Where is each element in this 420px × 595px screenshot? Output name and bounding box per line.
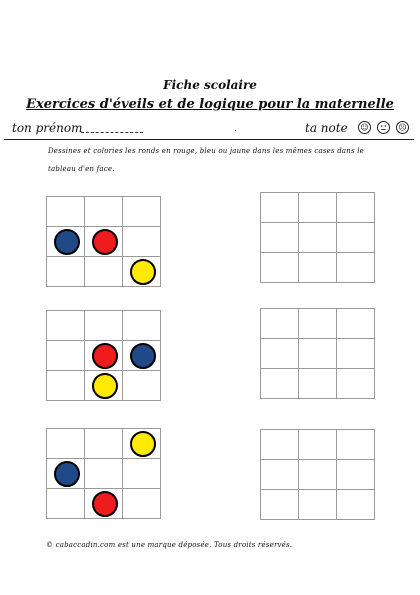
grid-cell[interactable]	[299, 369, 337, 399]
answer-grid-2[interactable]	[260, 308, 375, 399]
yellow-circle	[130, 259, 156, 285]
grid-cell[interactable]	[337, 223, 375, 253]
grid-cell[interactable]	[299, 339, 337, 369]
grid-cell[interactable]	[337, 253, 375, 283]
grid-cell[interactable]	[261, 253, 299, 283]
grid-cell[interactable]	[299, 223, 337, 253]
grid-cell[interactable]	[337, 369, 375, 399]
grid-cell[interactable]	[299, 460, 337, 490]
grid-cell	[47, 489, 85, 519]
grid-cell[interactable]	[261, 369, 299, 399]
grid-cell[interactable]	[337, 430, 375, 460]
grid-cell	[85, 197, 123, 227]
grade-label: ta note	[305, 121, 348, 135]
grid-cell	[123, 227, 161, 257]
blue-circle	[54, 461, 80, 487]
grid-cell	[123, 341, 161, 371]
grid-cell	[47, 227, 85, 257]
grid-cell	[47, 371, 85, 401]
yellow-circle	[130, 431, 156, 457]
grid-cell	[47, 459, 85, 489]
grid-cell[interactable]	[261, 309, 299, 339]
grid-cell[interactable]	[299, 193, 337, 223]
separator-dot: .	[234, 124, 237, 134]
grid-cell	[85, 257, 123, 287]
worksheet-subtitle: Exercices d'éveils et de logique pour la maternelle	[26, 97, 394, 112]
blue-circle	[54, 229, 80, 255]
name-label: ton prénom	[12, 121, 83, 135]
copyright-footer: © cabaccadin.com est une marque déposée. Tous droits réservés.	[46, 541, 293, 549]
model-grid-1	[46, 196, 161, 287]
grid-cell[interactable]	[337, 490, 375, 520]
grid-cell	[85, 429, 123, 459]
header-divider	[4, 139, 414, 140]
grid-cell	[123, 311, 161, 341]
red-circle	[92, 491, 118, 517]
grid-cell	[85, 227, 123, 257]
grid-cell	[123, 197, 161, 227]
grid-cell	[47, 341, 85, 371]
grid-cell	[47, 257, 85, 287]
instructions-text: Dessines et colories les ronds en rouge, bleu ou jaune dans les mêmes cases dans le tableau d'en face.	[48, 147, 364, 173]
grid-cell	[47, 429, 85, 459]
answer-grid-3[interactable]	[260, 429, 375, 520]
grid-cell	[123, 371, 161, 401]
grid-cell[interactable]	[337, 309, 375, 339]
grid-cell	[123, 429, 161, 459]
grid-cell[interactable]	[299, 309, 337, 339]
grid-cell	[123, 257, 161, 287]
name-blank-line	[81, 132, 143, 133]
blue-circle	[130, 343, 156, 369]
grid-cell[interactable]	[261, 430, 299, 460]
worksheet-title: Fiche scolaire	[163, 78, 257, 92]
grid-cell	[47, 197, 85, 227]
grid-cell[interactable]	[299, 253, 337, 283]
grid-cell[interactable]	[261, 223, 299, 253]
red-circle	[92, 229, 118, 255]
model-grid-3	[46, 428, 161, 519]
grid-cell[interactable]	[299, 430, 337, 460]
grid-cell[interactable]	[261, 193, 299, 223]
grid-cell	[123, 459, 161, 489]
grid-cell[interactable]	[337, 460, 375, 490]
grid-cell[interactable]	[337, 339, 375, 369]
grid-cell[interactable]	[261, 460, 299, 490]
grid-cell	[85, 489, 123, 519]
yellow-circle	[92, 373, 118, 399]
smiley-neutral-icon	[377, 121, 390, 134]
smiley-sad-icon: ☹	[396, 121, 409, 134]
grid-cell	[47, 311, 85, 341]
grid-cell[interactable]	[261, 490, 299, 520]
grid-cell	[85, 459, 123, 489]
answer-grid-1[interactable]	[260, 192, 375, 283]
grid-cell	[85, 341, 123, 371]
grid-cell	[123, 489, 161, 519]
smiley-happy-icon: ☺	[358, 121, 371, 134]
model-grid-2	[46, 310, 161, 401]
grid-cell[interactable]	[299, 490, 337, 520]
grid-cell	[85, 311, 123, 341]
red-circle	[92, 343, 118, 369]
grid-cell[interactable]	[261, 339, 299, 369]
grid-cell[interactable]	[337, 193, 375, 223]
grid-cell	[85, 371, 123, 401]
